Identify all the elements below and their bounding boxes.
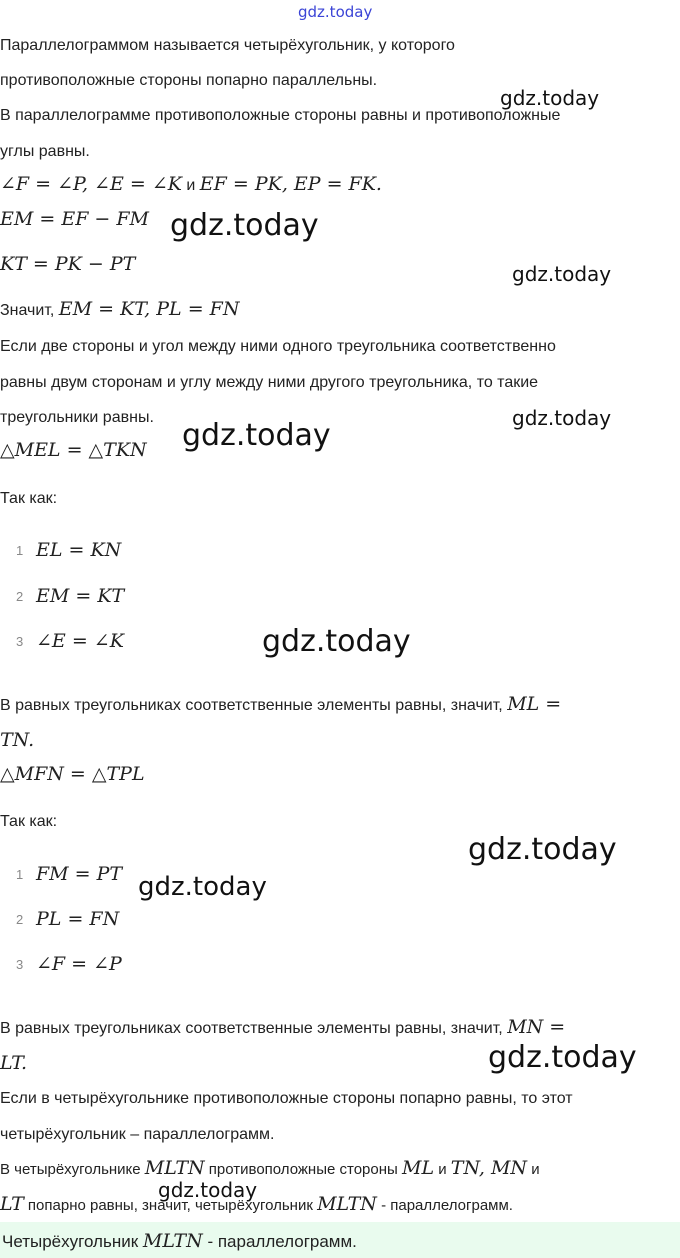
label: Значит, [0, 302, 55, 319]
text: и [531, 1161, 540, 1178]
triangle-equality: △MEL = △TKN [0, 439, 147, 461]
watermark: gdz.today [500, 86, 600, 110]
watermark: gdz.today [158, 1178, 258, 1202]
math-expression: ∠F = ∠P, ∠E = ∠K [0, 173, 182, 195]
watermark: gdz.today [182, 418, 331, 453]
list-number: 2 [16, 589, 24, 604]
watermark: gdz.today [170, 208, 319, 243]
list-number: 3 [16, 634, 24, 649]
watermark: gdz.today [512, 262, 612, 286]
since-label: Так как: [0, 813, 58, 830]
math-expression: MLTN [144, 1157, 205, 1179]
list-number: 1 [16, 867, 24, 882]
math-expression: MLTN [142, 1230, 203, 1252]
triangle-equality: △MFN = △TPL [0, 763, 145, 785]
text: - параллелограмм. [381, 1197, 513, 1214]
equation: EM = EF − FM [0, 208, 150, 230]
math-expression: LT. [0, 1052, 27, 1074]
watermark: gdz.today [138, 872, 267, 902]
watermark: gdz.today [298, 3, 373, 21]
theorem-line: треугольники равны. [0, 409, 154, 426]
watermark: gdz.today [468, 832, 617, 867]
theorem-line: четырёхугольник – параллелограмм. [0, 1126, 275, 1143]
final-answer-text [2, 1230, 357, 1252]
text: попарно равны, значит, четырёхугольник [27, 1197, 313, 1214]
text: - параллелограмм. [207, 1232, 357, 1251]
math-expression: LT [0, 1193, 24, 1215]
watermark: gdz.today [488, 1040, 637, 1075]
math-expression: EM = KT, PL = FN [58, 298, 240, 320]
math-expression: ML [401, 1157, 435, 1179]
list-number: 2 [16, 912, 24, 927]
text: противоположные стороны [208, 1161, 398, 1178]
theorem-line: равны двум сторонам и углу между ними другого треугольника, то такие [0, 374, 539, 391]
inference-line [0, 1017, 565, 1039]
list-number: 3 [16, 957, 24, 972]
list-number: 1 [16, 543, 24, 558]
application-line [0, 1194, 513, 1216]
application-line [0, 1158, 540, 1180]
list-item: FM = PT [36, 863, 123, 885]
list-item: PL = FN [36, 908, 120, 930]
math-expression: MLTN [317, 1193, 377, 1215]
text: Четырёхугольник [2, 1232, 139, 1251]
equation: KT = PK − PT [0, 253, 136, 275]
math-expression: EF = PK, EP = FK. [199, 173, 382, 195]
list-item: ∠E = ∠K [36, 630, 124, 652]
property-line: углы равны. [0, 143, 90, 160]
inference-text: В равных треугольниках соответственные элементы равны, значит, [0, 1020, 503, 1037]
theorem-line: Если две стороны и угол между ними одного треугольника соответственно [0, 338, 556, 355]
list-item: EM = KT [36, 585, 125, 607]
watermark: gdz.today [262, 624, 411, 659]
math-expression: TN. [0, 729, 35, 751]
final-answer [0, 1222, 680, 1258]
list-item: ∠F = ∠P [36, 953, 122, 975]
text: и [438, 1161, 447, 1178]
property-line: В параллелограмме противоположные стороны равны и противоположные [0, 107, 561, 124]
inference-text: В равных треугольниках соответственные элементы равны, значит, [0, 697, 503, 714]
text: В четырёхугольнике [0, 1161, 141, 1178]
equalities-line [0, 174, 382, 196]
math-expression: TN, MN [450, 1157, 528, 1179]
math-expression: MN = [507, 1016, 566, 1038]
since-label: Так как: [0, 490, 58, 507]
watermark: gdz.today [512, 406, 612, 430]
definition-line: противоположные стороны попарно параллельны. [0, 72, 378, 89]
conclusion-line [0, 299, 239, 321]
definition-line: Параллелограммом называется четырёхугольник, у которого [0, 37, 455, 54]
conjunction: и [186, 177, 196, 194]
inference-line [0, 694, 561, 716]
theorem-line: Если в четырёхугольнике противоположные стороны попарно равны, то этот [0, 1090, 573, 1107]
math-expression: ML = [507, 693, 562, 715]
list-item: EL = KN [36, 539, 122, 561]
